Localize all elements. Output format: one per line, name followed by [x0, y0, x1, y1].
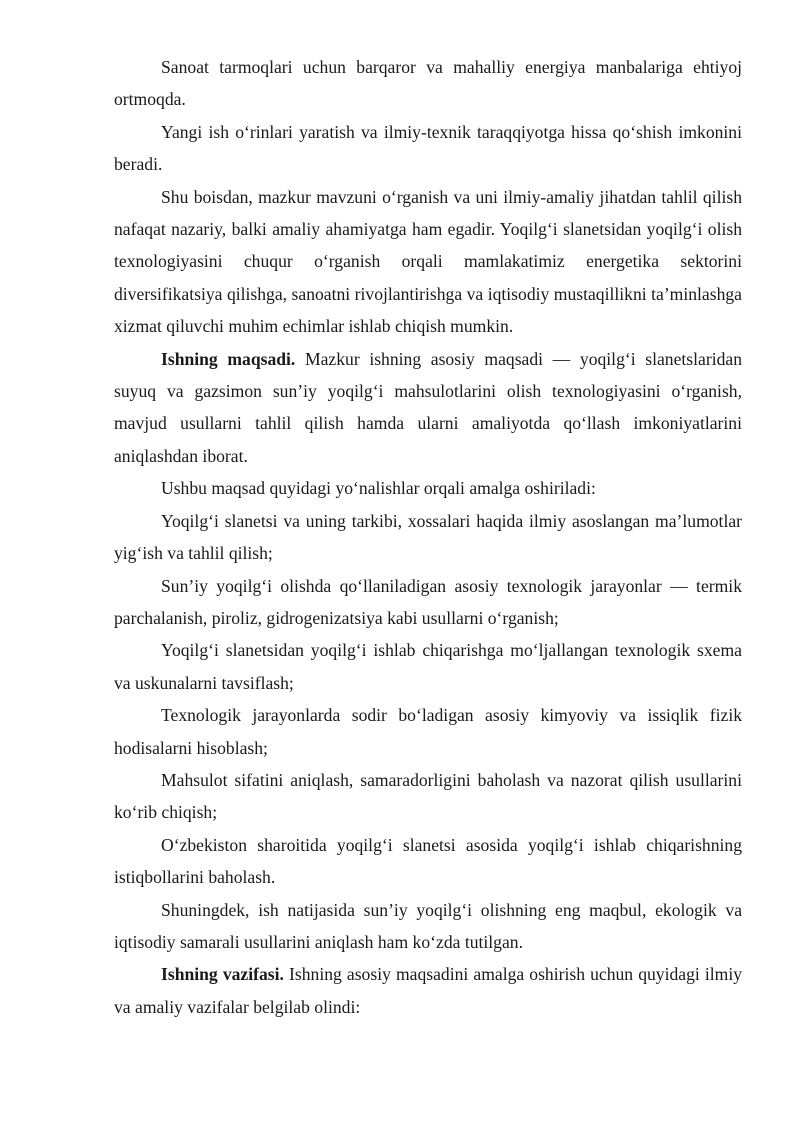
list-item — [114, 764, 742, 829]
list-item — [114, 570, 742, 635]
document-body — [114, 51, 742, 1023]
paragraph — [114, 116, 742, 181]
paragraph — [114, 343, 742, 473]
paragraph — [114, 958, 742, 1023]
paragraph — [114, 51, 742, 116]
paragraph-text: Yoqilgʻi slanetsi va uning tarkibi, xossalari haqida ilmiy asoslangan maʼlumotlar yigʻish va tahlil qilish; — [114, 510, 742, 564]
paragraph-text: Yoqilgʻi slanetsidan yoqilgʻi ishlab chiqarishga moʻljallangan texnologik sxema va uskunalarni tavsiflash; — [114, 640, 742, 693]
paragraph — [114, 472, 742, 504]
section-heading-tasks: Ishning vazifasi. — [161, 964, 284, 985]
paragraph-text: Texnologik jarayonlarda sodir boʻladigan asosiy kimyoviy va issiqlik fizik hodisalarni hisoblash; — [114, 705, 742, 758]
paragraph — [114, 181, 742, 343]
paragraph-text: Yangi ish oʻrinlari yaratish va ilmiy-texnik taraqqiyotga hissa qoʻshish imkonini beradi. — [114, 121, 742, 175]
paragraph-text: Shu boisdan, mazkur mavzuni oʻrganish va uni ilmiy-amaliy jihatdan tahlil qilish nafaqat nazariy, balki amaliy ahamiyatga ham egadir. Yoqilgʻi slanetsidan yoqilgʻi olish texnologiyasini chuqur oʻrganish orqali mamlakatimiz energetika sektorini diversifikatsiya qilishga, sanoatni rivojlantirishga va iqtisodiy mustaqillikni taʼminlashga xizmat qiluvchi muhim echimlar ishlab chiqish mumkin. — [114, 186, 742, 337]
paragraph-text: Ishning asosiy maqsadini amalga oshirish uchun quyidagi ilmiy va amaliy vazifalar belgilab olindi: — [114, 964, 743, 1017]
paragraph-text: Mahsulot sifatini aniqlash, samaradorligini baholash va nazorat qilish usullarini koʻrib chiqish; — [114, 769, 742, 823]
paragraph-text: Mazkur ishning asosiy maqsadi — yoqilgʻi slanetslaridan suyuq va gazsimon sunʼiy yoqilgʻi mahsulotlarini olish texnologiyasini oʻrganish, mavjud usullarni tahlil qilish hamda ularni amaliyotda qoʻllash imkoniyatlarini aniqlashdan iborat. — [114, 348, 742, 466]
paragraph-text: Oʻzbekiston sharoitida yoqilgʻi slanetsi asosida yoqilgʻi ishlab chiqarishning istiqbollarini baholash. — [114, 834, 742, 888]
paragraph-text: Sunʼiy yoqilgʻi olishda qoʻllaniladigan asosiy texnologik jarayonlar — termik parchalanish, piroliz, gidrogenizatsiya kabi usullarni oʻrganish; — [114, 575, 742, 628]
section-heading-purpose: Ishning maqsadi. — [161, 348, 296, 369]
list-item — [114, 829, 742, 894]
paragraph-text: Shuningdek, ish natijasida sunʼiy yoqilgʻi olishning eng maqbul, ekologik va iqtisodiy samarali usullarini aniqlash ham koʻzda tutilgan. — [114, 899, 742, 952]
paragraph-text: Ushbu maqsad quyidagi yoʻnalishlar orqali amalga oshiriladi: — [161, 478, 596, 499]
list-item — [114, 634, 742, 699]
list-item — [114, 505, 742, 570]
list-item — [114, 699, 742, 764]
paragraph — [114, 894, 742, 959]
paragraph-text: Sanoat tarmoqlari uchun barqaror va mahalliy energiya manbalariga ehtiyoj ortmoqda. — [114, 57, 742, 110]
